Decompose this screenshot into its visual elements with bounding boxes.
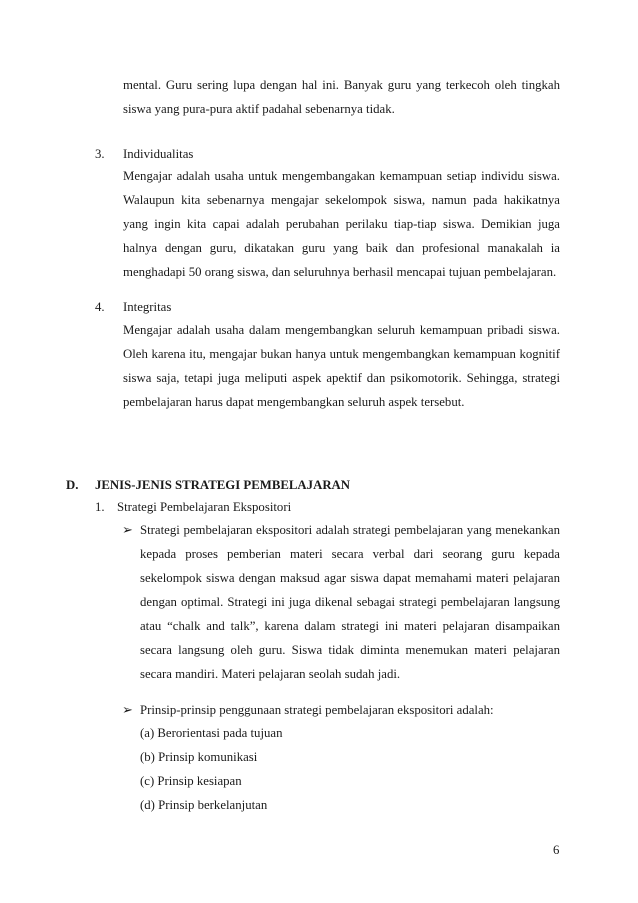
paragraph-line: pembelajaran harus dapat mengembangkan seluruh aspek tersebut.	[123, 395, 465, 409]
paragraph-line: yang ingin kita capai adalah perubahan perilaku tiap-tiap siswa. Demikian juga	[123, 217, 560, 231]
bullet-line: secara langsung oleh guru. Siswa tidak diminta menemukan materi pelajaran	[140, 643, 560, 657]
subsection-title: Strategi Pembelajaran Ekspositori	[117, 500, 292, 514]
paragraph-line: mental. Guru sering lupa dengan hal ini. Banyak guru yang terkecoh oleh tingkah	[123, 78, 560, 92]
paragraph-line: menghadapi 50 orang siswa, dan seluruhnya berhasil mencapai tujuan pembelajaran.	[123, 265, 557, 279]
page-number: 6	[553, 843, 560, 857]
bullet-line: Prinsip-prinsip penggunaan strategi pembelajaran ekspositori adalah:	[140, 703, 494, 717]
bullet-line: sekelompok siswa dengan maksud agar siswa dapat memahami materi pelajaran	[140, 571, 560, 585]
subsection-number: 1.	[95, 500, 105, 514]
list-number: 4.	[95, 300, 105, 314]
principle-item: (b) Prinsip komunikasi	[140, 750, 258, 764]
paragraph-line: Walaupun kita sebenarnya mengajar sekelompok siswa, namun pada hakikatnya	[123, 193, 560, 207]
principle-item: (c) Prinsip kesiapan	[140, 774, 242, 788]
bullet-line: dengan optimal. Strategi ini juga dikenal sebagai strategi pembelajaran langsung	[140, 595, 560, 609]
paragraph-line: siswa saja, tetapi juga meliputi aspek apektif dan psikomotorik. Sehingga, strategi	[123, 371, 560, 385]
section-heading: JENIS-JENIS STRATEGI PEMBELAJARAN	[95, 478, 351, 492]
list-number: 3.	[95, 147, 105, 161]
bullet-line: kepada proses pemberian materi secara verbal dari seorang guru kepada	[140, 547, 560, 561]
paragraph-line: halnya dengan guru, dikatakan guru yang baik dan profesional manakalah ia	[123, 241, 560, 255]
bullet-line: atau “chalk and talk”, karena dalam strategi ini materi pelajaran disampaikan	[140, 619, 560, 633]
bullet-line: secara mandiri. Materi pelajaran seolah sudah jadi.	[140, 667, 401, 681]
list-item-title: Integritas	[123, 300, 172, 314]
principle-item: (d) Prinsip berkelanjutan	[140, 798, 268, 812]
paragraph-line: Mengajar adalah usaha dalam mengembangkan seluruh kemampuan pribadi siswa.	[123, 323, 560, 337]
bullet-line: Strategi pembelajaran ekspositori adalah strategi pembelajaran yang menekankan	[140, 523, 560, 537]
paragraph-line: siswa yang pura-pura aktif padahal sebenarnya tidak.	[123, 102, 395, 116]
list-item-title: Individualitas	[123, 147, 194, 161]
arrow-bullet-icon: ➢	[122, 523, 133, 537]
principle-item: (a) Berorientasi pada tujuan	[140, 726, 283, 740]
paragraph-line: Oleh karena itu, mengajar bukan hanya untuk mengembangkan kemampuan kognitif	[123, 347, 560, 361]
paragraph-line: Mengajar adalah usaha untuk mengembangakan kemampuan setiap individu siswa.	[123, 169, 560, 183]
arrow-bullet-icon: ➢	[122, 703, 133, 717]
section-label: D.	[66, 478, 79, 492]
